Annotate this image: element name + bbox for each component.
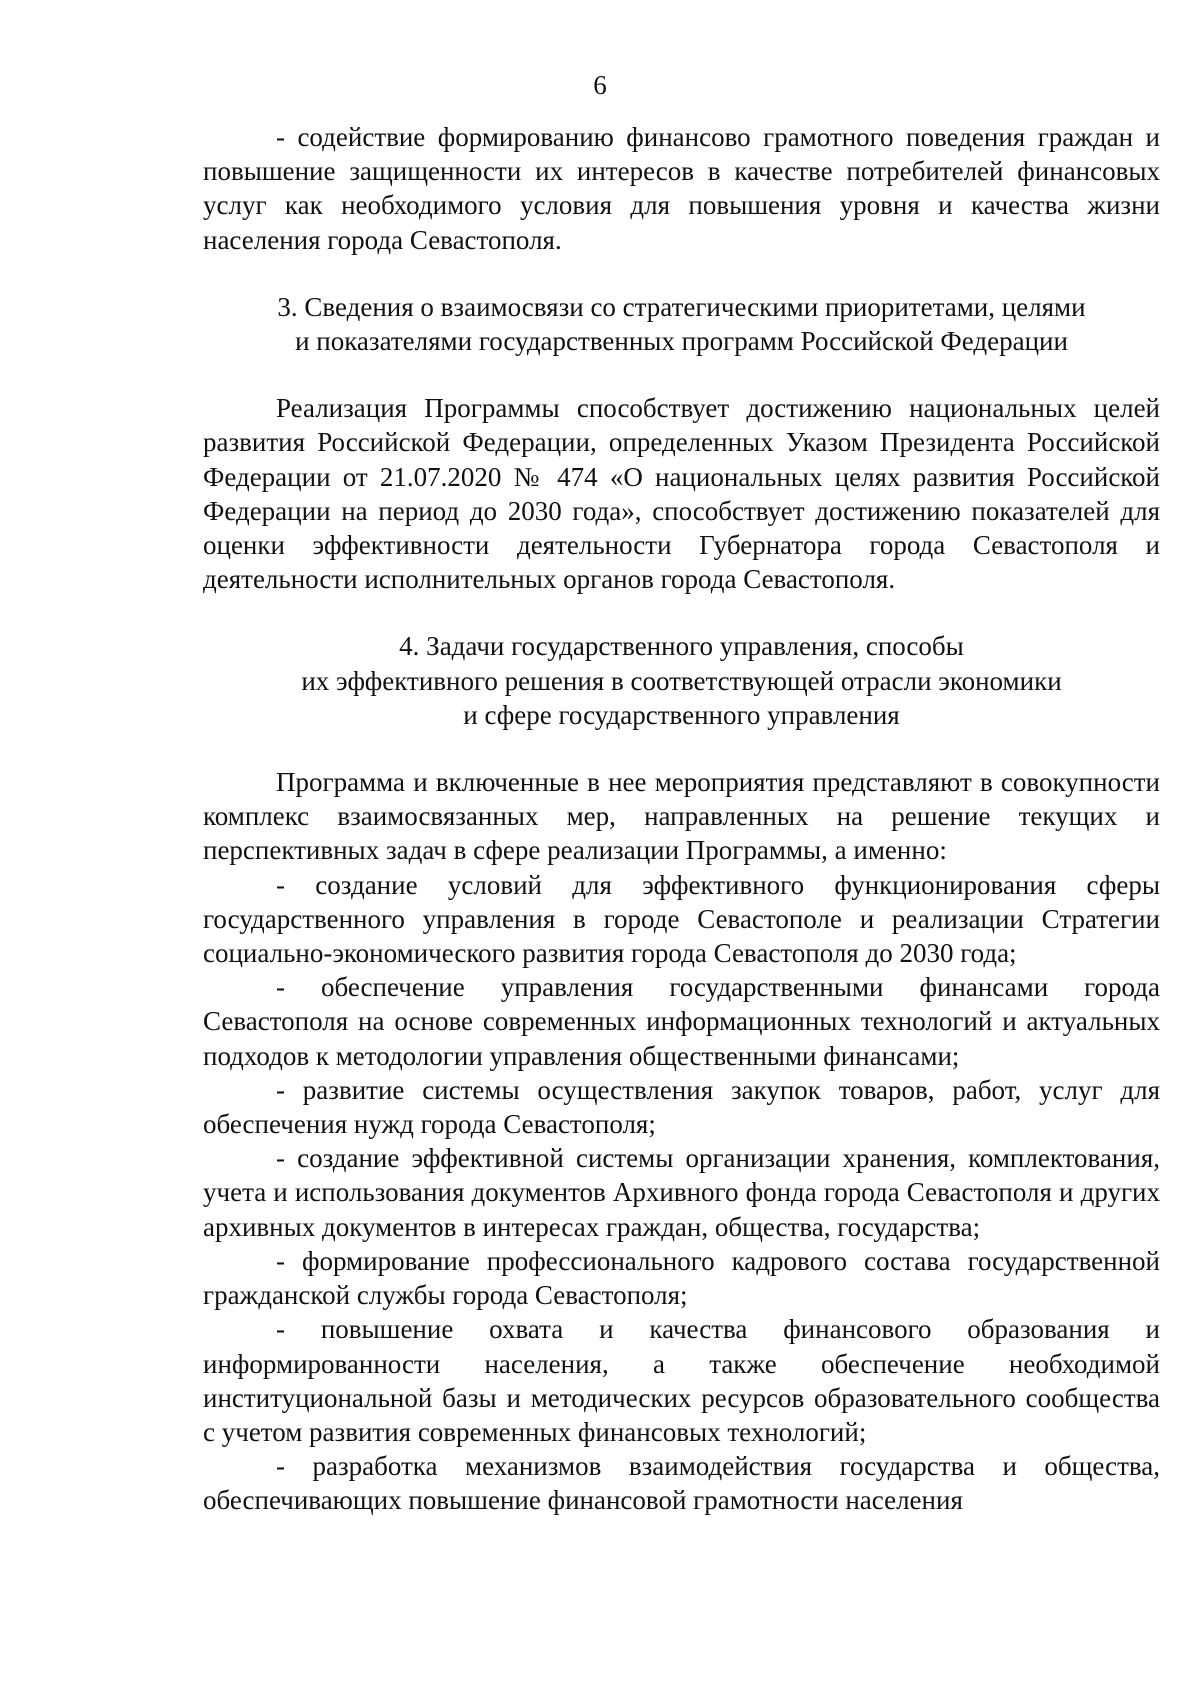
- list-item: - обеспечение управления государственными финансами города Севастополя на основе современных информационных технологий и актуальных подходов к методологии управления общественными финансами;: [203, 972, 1160, 1071]
- task-list: [203, 868, 1160, 1518]
- section-4-heading-line-1: 4. Задачи государственного управления, способы: [399, 631, 964, 662]
- list-item: - повышение охвата и качества финансового образования и информированности населения, а также обеспечение необходимой институциональной базы и методических ресурсов образовательного сообщества с учетом развития современных финансовых технологий;: [203, 1314, 1160, 1447]
- list-item: - развитие системы осуществления закупок товаров, работ, услуг для обеспечения нужд города Севастополя;: [203, 1074, 1160, 1140]
- list-item: - создание условий для эффективного функционирования сферы государственного управления в городе Севастополе и реализации Стратегии социально-экономического развития города Севастополя до 2030 года;: [203, 869, 1160, 969]
- section-3-paragraph: Реализация Программы способствует достижению национальных целей развития Российской Федерации, определенных Указом Президента Российской Федерации от 21.07.2020 № 474 «О национальных целях развития Российской Федерации на период до 2030 года», способствует достижению показателей для оценки эффективности деятельности Губернатора города Севастополя и деятельности исполнительных органов города Севастополя.: [203, 393, 1160, 595]
- page-content: [203, 120, 1160, 1518]
- list-item: - создание эффективной системы организации хранения, комплектования, учета и использования документов Архивного фонда города Севастополя и других архивных документов в интересах граждан, общества, государства;: [203, 1143, 1160, 1242]
- section-3-heading-line-2: и показателями государственных программ Российской Федерации: [295, 326, 1068, 357]
- section-3-heading-line-1: 3. Сведения о взаимосвязи со стратегическими приоритетами, целями: [277, 291, 1086, 322]
- section-4-heading-line-2: их эффективного решения в соответствующей отрасли экономики: [301, 665, 1062, 696]
- list-item: - формирование профессионального кадрового состава государственной гражданской службы города Севастополя;: [203, 1245, 1160, 1311]
- section-3-heading: [203, 290, 1160, 358]
- section-4-heading-line-3: и сфере государственного управления: [463, 699, 900, 730]
- section-4-intro: Программа и включенные в нее мероприятия представляют в совокупности комплекс взаимосвязанных мер, направленных на решение текущих и перспективных задач в сфере реализации Программы, а именно:: [203, 767, 1160, 866]
- page-number: 6: [593, 70, 607, 100]
- section-4-heading: [203, 629, 1160, 732]
- continued-paragraph: - содействие формированию финансово грамотного поведения граждан и повышение защищенности их интересов в качестве потребителей финансовых услуг как необходимого условия для повышения уровня и качества жизни населения города Севастополя.: [203, 122, 1160, 255]
- list-item: - разработка механизмов взаимодействия государства и общества, обеспечивающих повышение финансовой грамотности населения: [203, 1451, 1160, 1516]
